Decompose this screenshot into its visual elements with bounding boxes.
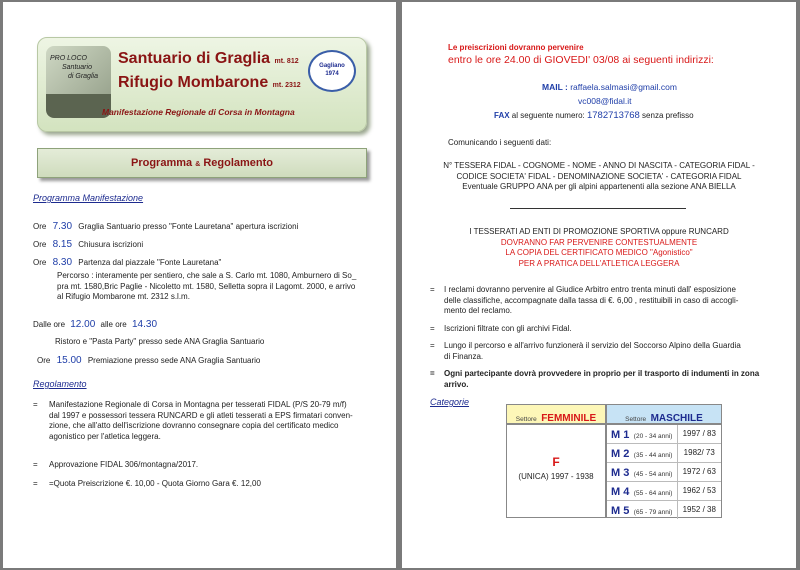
fem-header: FEMMINILE (541, 413, 597, 424)
title-rifugio: Rifugio Mombarone (118, 74, 269, 91)
schedule-text: Chiusura iscrizioni (78, 240, 144, 249)
schedule-pre: Ore (33, 258, 47, 267)
bullet-text: Iscrizioni filtrate con gli archivi Fidal. (444, 324, 572, 333)
premiazione-time: 15.00 (56, 355, 82, 366)
left-page (3, 2, 396, 568)
title-santuario: Santuario di Graglia (118, 50, 271, 67)
bullet-text (444, 369, 759, 390)
rule-text: =Quota Preiscrizione €. 10,00 - Quota Giorno Gara €. 12,00 (49, 479, 261, 488)
male-years: 1952 / 38 (677, 501, 721, 520)
dati-block (412, 161, 786, 193)
bullet-line: arrivo. (444, 379, 469, 389)
rule-text: Approvazione FIDAL 306/montagna/2017. (49, 460, 199, 469)
header-subtitle: Manifestazione Regionale di Corsa in Montagna (102, 107, 295, 117)
mail-label: MAIL : (542, 82, 568, 92)
fax-line (494, 111, 694, 122)
dalle-line (33, 320, 160, 331)
eps-block (412, 227, 786, 269)
table-row (607, 482, 721, 501)
mas-header-pre: Settore (625, 416, 647, 423)
bullet-line: Lungo il percorso e all'arrivo funzionerà il servizio del Soccorso Alpino della Guardia (444, 341, 741, 350)
rule-bullet: = (33, 479, 38, 488)
comunicando-line: Comunicando i seguenti dati: (448, 138, 552, 147)
dati-line: CODICE SOCIETA' FIDAL - DENOMINAZIONE SOCIETA' - CATEGORIA FIDAL (456, 171, 742, 181)
logo-line: di Graglia (68, 73, 98, 80)
bullet-line: di Finanza. (444, 351, 484, 361)
schedule-time: 8.15 (52, 239, 73, 250)
prescrizioni-line2: entro le ore 24.00 di GIOVEDI' 03/08 ai seguenti indirizzi: (448, 54, 714, 66)
schedule-pre: Ore (33, 222, 47, 231)
fem-header-pre: Settore (515, 416, 537, 423)
eps-line: I TESSERATI AD ENTI DI PROMOZIONE SPORTIVA oppure RUNCARD (469, 227, 729, 236)
bullet-text (444, 285, 738, 317)
rule-bullet: = (33, 400, 38, 409)
banner-amp: & (195, 161, 201, 168)
schedule-item (33, 222, 298, 233)
rule-line: zione, che all'atto dell'iscrizione dovranno consegnare copia del certificato medico (49, 421, 339, 430)
rule-line: agonistico per l'atletica leggera. (49, 431, 161, 441)
gagliano-logo (308, 50, 356, 92)
bullet-line: mento del reclamo. (444, 306, 513, 315)
categorie-heading: Categorie (430, 397, 470, 407)
bullet-line: I reclami dovranno pervenire al Giudice Arbitro entro trenta minuti dall' esposizione (444, 285, 736, 294)
schedule-time: 7.30 (52, 221, 73, 232)
mail-address: raffaela.salmasi@gmail.com (570, 82, 677, 92)
percorso-line: pra mt. 1580,Bric Paglie - Nicoletto mt. 1580, Selletta sopra il Lagomt. 2000, e arrivo (57, 281, 356, 291)
percorso-line: Percorso : interamente per sentiero, che sale a S. Carlo mt. 1080, Amburnero di So_ (57, 271, 357, 280)
male-code: M 3 (611, 467, 630, 479)
mail-address-2: vc008@fidal.it (578, 96, 632, 106)
male-range: (65 - 79 anni) (633, 509, 673, 516)
title-rifugio-alt: mt. 2312 (272, 82, 301, 89)
schedule-time: 8.30 (52, 257, 73, 268)
bullet-line: Ogni partecipante dovrà provvedere in proprio per il trasporto di indumenti in zona (444, 369, 760, 378)
eps-red-line: LA COPIA DEL CERTIFICATO MEDICO "Agonistico" (505, 248, 693, 257)
table-row (607, 501, 721, 520)
premiazione-line (37, 356, 260, 367)
male-code: M 1 (611, 429, 630, 441)
male-code: M 4 (611, 486, 630, 498)
premiazione-text: Premiazione presso sede ANA Graglia Santuario (87, 356, 261, 365)
table-row (607, 425, 721, 444)
male-years: 1982/ 73 (677, 444, 721, 463)
percorso-line: al Rifugio Mombarone mt. 2312 s.l.m. (57, 292, 190, 301)
regolamento-heading: Regolamento (33, 379, 87, 389)
banner-text: Programma (130, 157, 193, 169)
fax-suffix: senza prefisso (642, 111, 694, 120)
dalle-time1: 12.00 (70, 319, 96, 330)
logo-line: Santuario (62, 64, 92, 71)
rule-bullet: = (33, 460, 38, 469)
mail-line (542, 82, 677, 93)
bullet-text (444, 341, 741, 362)
programma-heading: Programma Manifestazione (33, 193, 144, 203)
schedule-pre: Ore (33, 240, 47, 249)
male-range: (55 - 64 anni) (633, 490, 673, 497)
dalle-pre: Dalle ore (33, 320, 66, 329)
table-header-mas (606, 404, 722, 424)
rule-text (49, 400, 353, 442)
percorso-text (57, 271, 356, 303)
male-years: 1972 / 63 (677, 463, 721, 482)
dati-line: N° TESSERA FIDAL - COGNOME - NOME - ANNO DI NASCITA - CATEGORIA FIDAL - (443, 161, 755, 170)
male-rows (606, 424, 722, 518)
fem-desc: (UNICA) 1997 - 1938 (518, 472, 594, 481)
rule-line: Manifestazione Regionale di Corsa in Montagna per tesserati FIDAL (P/S 20-79 m/f) (49, 400, 347, 409)
dalle-time2: 14.30 (132, 319, 158, 330)
male-years: 1997 / 83 (677, 425, 721, 444)
male-code: M 5 (611, 505, 630, 517)
bullet-mark: = (430, 324, 435, 333)
header-box (37, 37, 367, 132)
title-santuario-alt: mt. 812 (274, 58, 299, 65)
male-years: 1962 / 53 (677, 482, 721, 501)
bullet-mark: = (430, 341, 435, 350)
fem-code: F (552, 455, 560, 469)
program-banner (37, 148, 367, 178)
male-range: (35 - 44 anni) (633, 452, 673, 459)
right-page (402, 2, 796, 568)
fax-text: al seguente numero: (511, 111, 585, 120)
schedule-text: Partenza dal piazzale "Fonte Lauretana" (78, 258, 222, 267)
logo-line: 1974 (325, 71, 339, 77)
divider (510, 208, 686, 209)
schedule-item (33, 240, 143, 251)
fem-cell (506, 424, 606, 518)
table-row (607, 444, 721, 463)
premiazione-pre: Ore (37, 356, 51, 365)
logo-line: PRO LOCO (50, 55, 87, 62)
schedule-item (33, 258, 221, 269)
table-row (607, 463, 721, 482)
mas-header: MASCHILE (650, 413, 703, 424)
male-range: (20 - 34 anni) (633, 433, 673, 440)
bullet-mark: = (430, 285, 435, 294)
logo-line: Gagliano (319, 63, 345, 69)
male-code: M 2 (611, 448, 630, 460)
ristoro-line: Ristoro e "Pasta Party" presso sede ANA Graglia Santuario (55, 337, 265, 346)
dati-line: Eventuale GRUPPO ANA per gli alpini appartenenti alla sezione ANA BIELLA (462, 182, 736, 191)
eps-red-line: PER A PRATICA DELL'ATLETICA LEGGERA (518, 258, 680, 268)
schedule-text: Graglia Santuario presso "Fonte Lauretana" apertura iscrizioni (78, 222, 299, 231)
bullet-mark: = (430, 369, 435, 378)
bullet-line: delle classifiche, accompagnate dalla tassa di €. 6,00 , restituibili in caso di accogli- (444, 295, 739, 305)
eps-red-line: DOVRANNO FAR PERVENIRE CONTESTUALMENTE (500, 237, 698, 247)
male-range: (45 - 54 anni) (633, 471, 673, 478)
rule-line: dal 1997 e possessori tessera RUNCARD e gli atleti tesserati a EPS firmatari conven- (49, 410, 353, 420)
banner-text: Regolamento (203, 157, 273, 169)
fax-label: FAX (494, 111, 510, 120)
fax-number: 1782713768 (586, 110, 640, 121)
table-header-fem (506, 404, 606, 424)
prescrizioni-line1: Le preiscrizioni dovranno pervenire (448, 43, 584, 52)
dalle-mid: alle ore (100, 320, 127, 329)
